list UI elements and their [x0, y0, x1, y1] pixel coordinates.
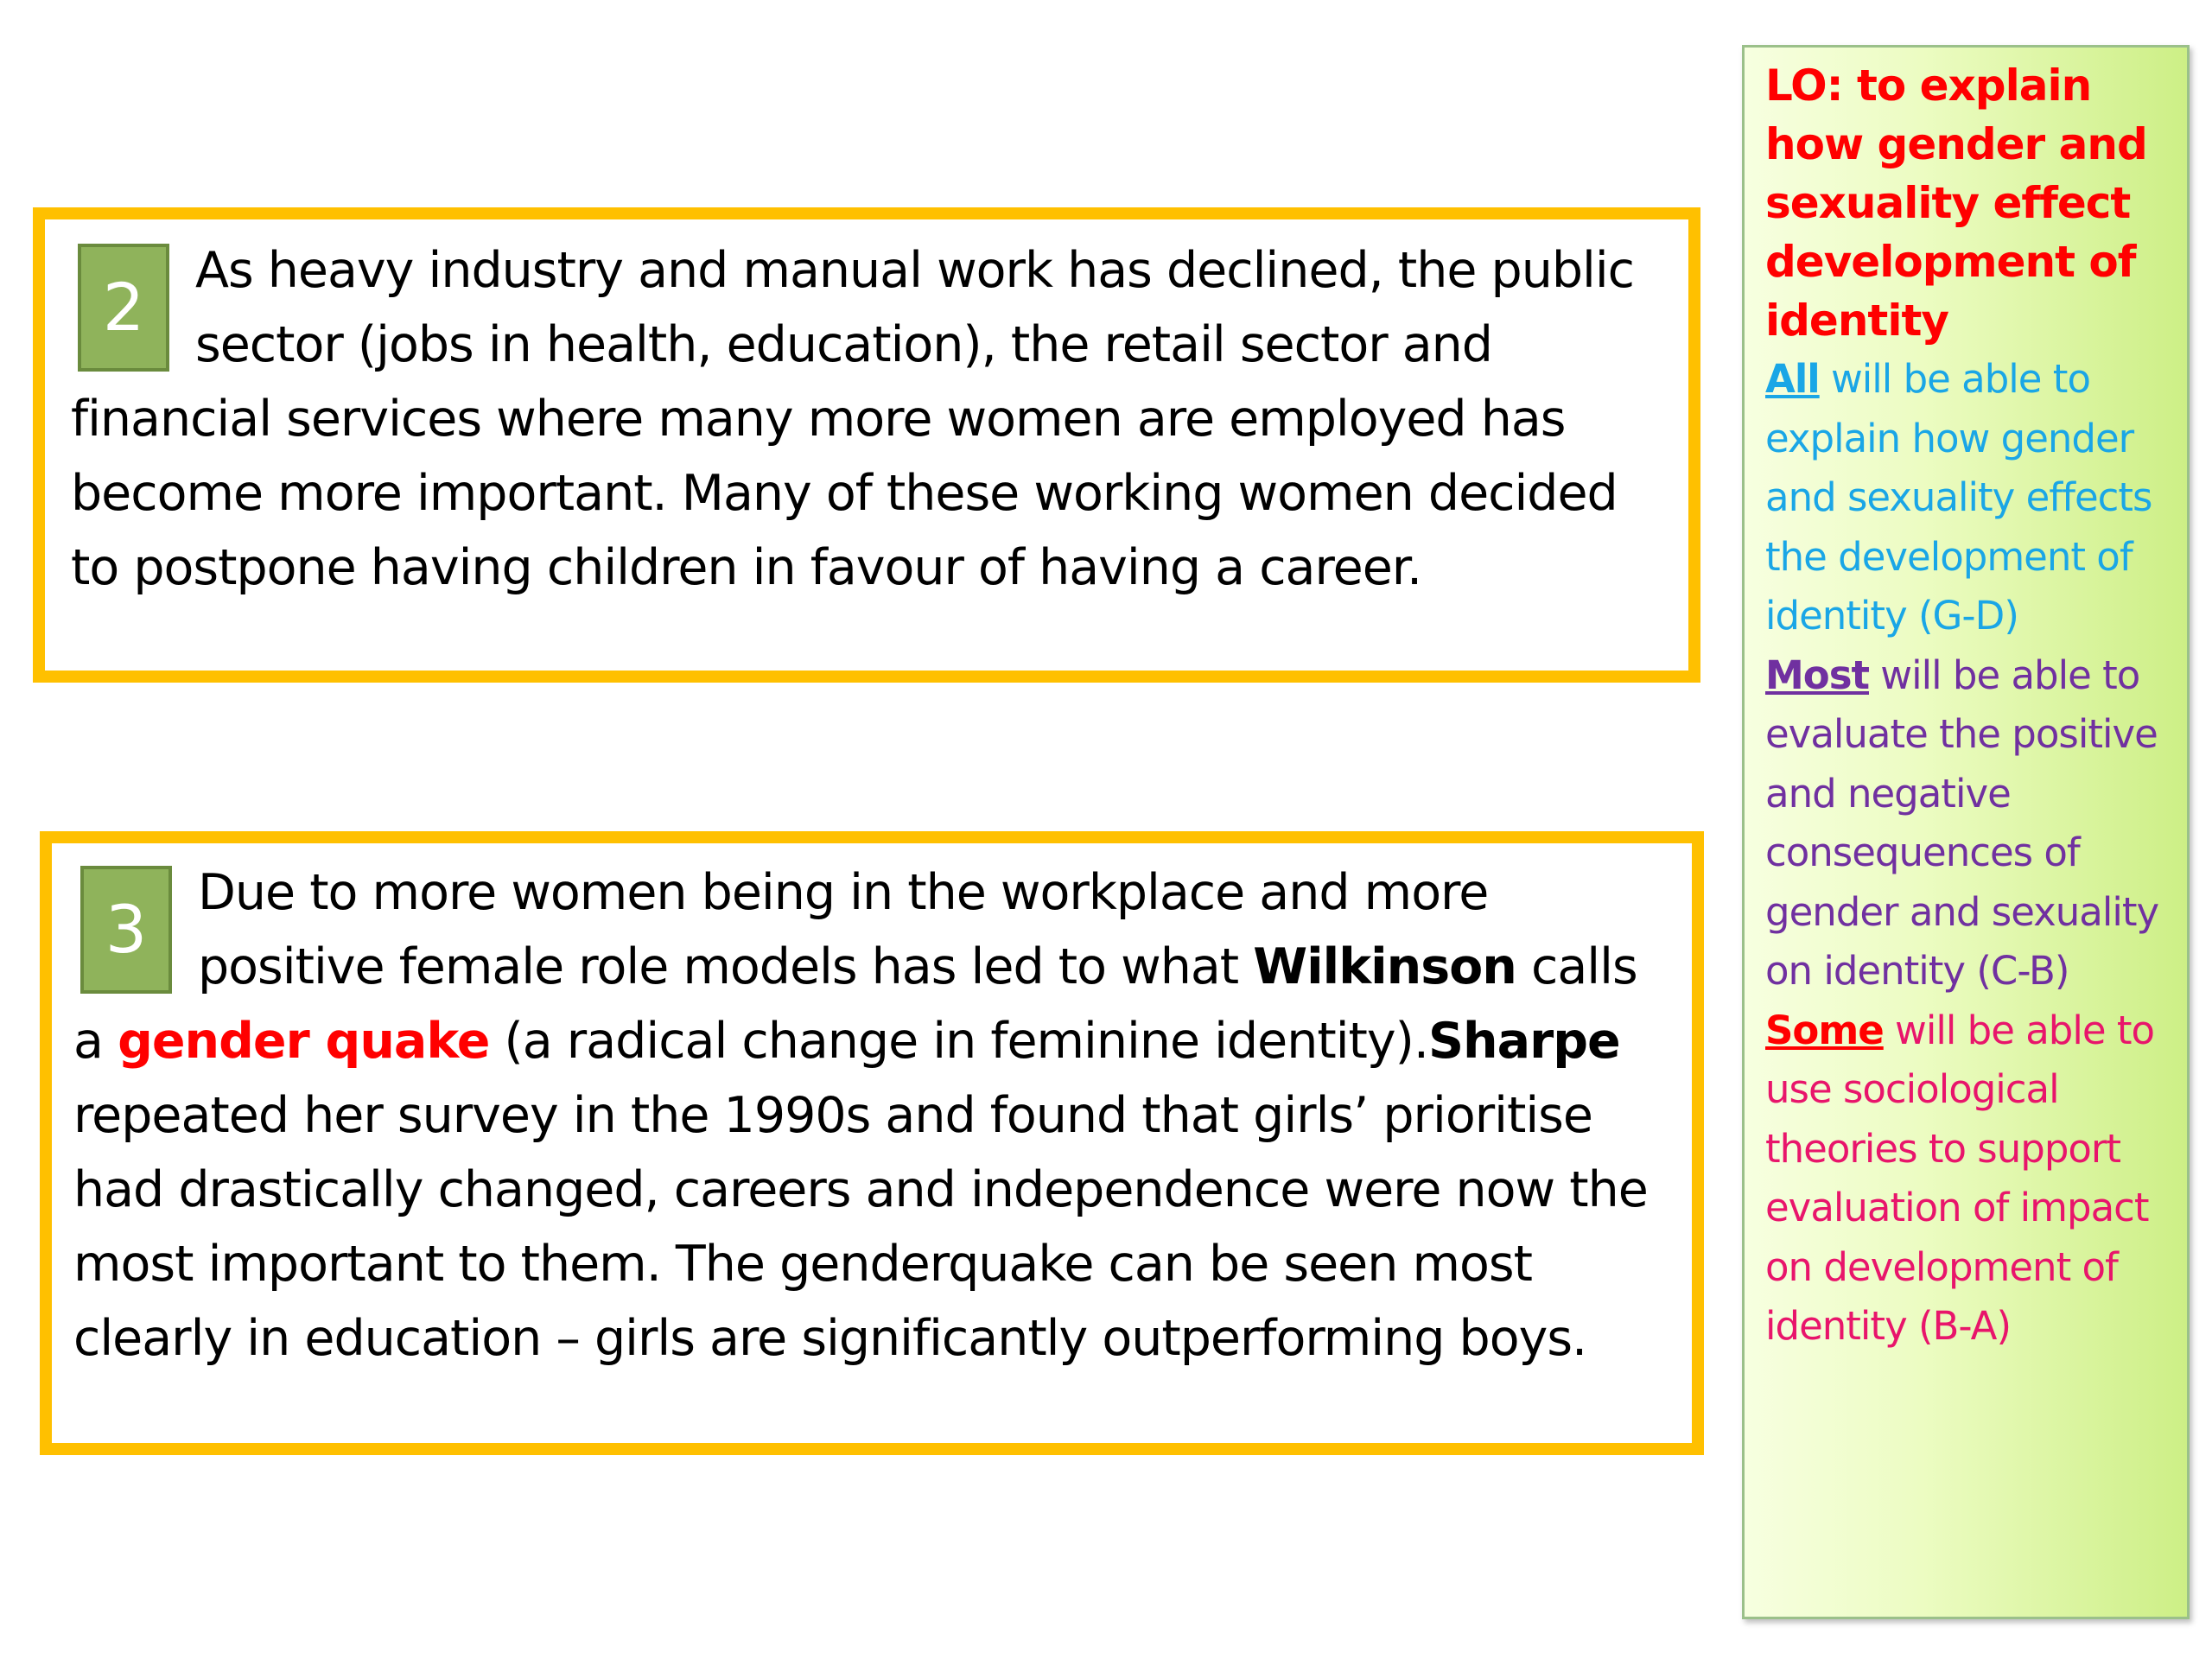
objective-most — [1765, 646, 2171, 1001]
info-card-3 — [40, 831, 1704, 1455]
key-term-gender-quake: gender quake — [118, 1013, 490, 1070]
info-card-2-body — [71, 233, 1662, 605]
number-badge-3: 3 — [80, 866, 172, 994]
info-card-3-text-part4: repeated her survey in the 1990s and found that girls’ prioritise had drastically changed, careers and independence were now the most important to them. The genderquake can be seen most clearly in education – girls are significantly outperforming boys. — [73, 1087, 1648, 1367]
objective-all-key: All — [1765, 356, 1820, 402]
info-card-3-text-part1: Due to more women being in the workplace and more positive female role models has led to what — [198, 864, 1489, 995]
author-name-wilkinson: Wilkinson — [1253, 938, 1516, 995]
info-card-3-text-part2: calls a — [73, 938, 1637, 1070]
objective-some-text: will be able to use sociological theories to support evaluation of impact on development of identity (B-A) — [1765, 1007, 2155, 1349]
objective-some — [1765, 1001, 2171, 1357]
learning-objective-heading: LO: to explain how gender and sexuality effect development of identity — [1765, 60, 2147, 346]
objective-all — [1765, 350, 2171, 646]
info-card-2 — [33, 207, 1700, 683]
info-card-2-text: As heavy industry and manual work has declined, the public sector (jobs in health, education), the retail sector and financial services where many more women are employed has become more important. Many of these working women decided to postpone having children in favour of having a career. — [71, 242, 1635, 596]
number-badge-2: 2 — [78, 244, 169, 372]
objective-some-key: Some — [1765, 1007, 1884, 1053]
author-name-sharpe: Sharpe — [1428, 1013, 1620, 1070]
info-card-3-text-part3: (a radical change in feminine identity). — [489, 1013, 1428, 1070]
objective-most-text: will be able to evaluate the positive and negative consequences of gender and sexuality on identity (C-B) — [1765, 652, 2159, 994]
objective-all-text: will be able to explain how gender and sexuality effects the development of identity (G-D) — [1765, 356, 2152, 639]
learning-objectives-panel — [1742, 45, 2190, 1619]
objective-most-key: Most — [1765, 652, 1869, 698]
info-card-3-body — [73, 855, 1666, 1376]
